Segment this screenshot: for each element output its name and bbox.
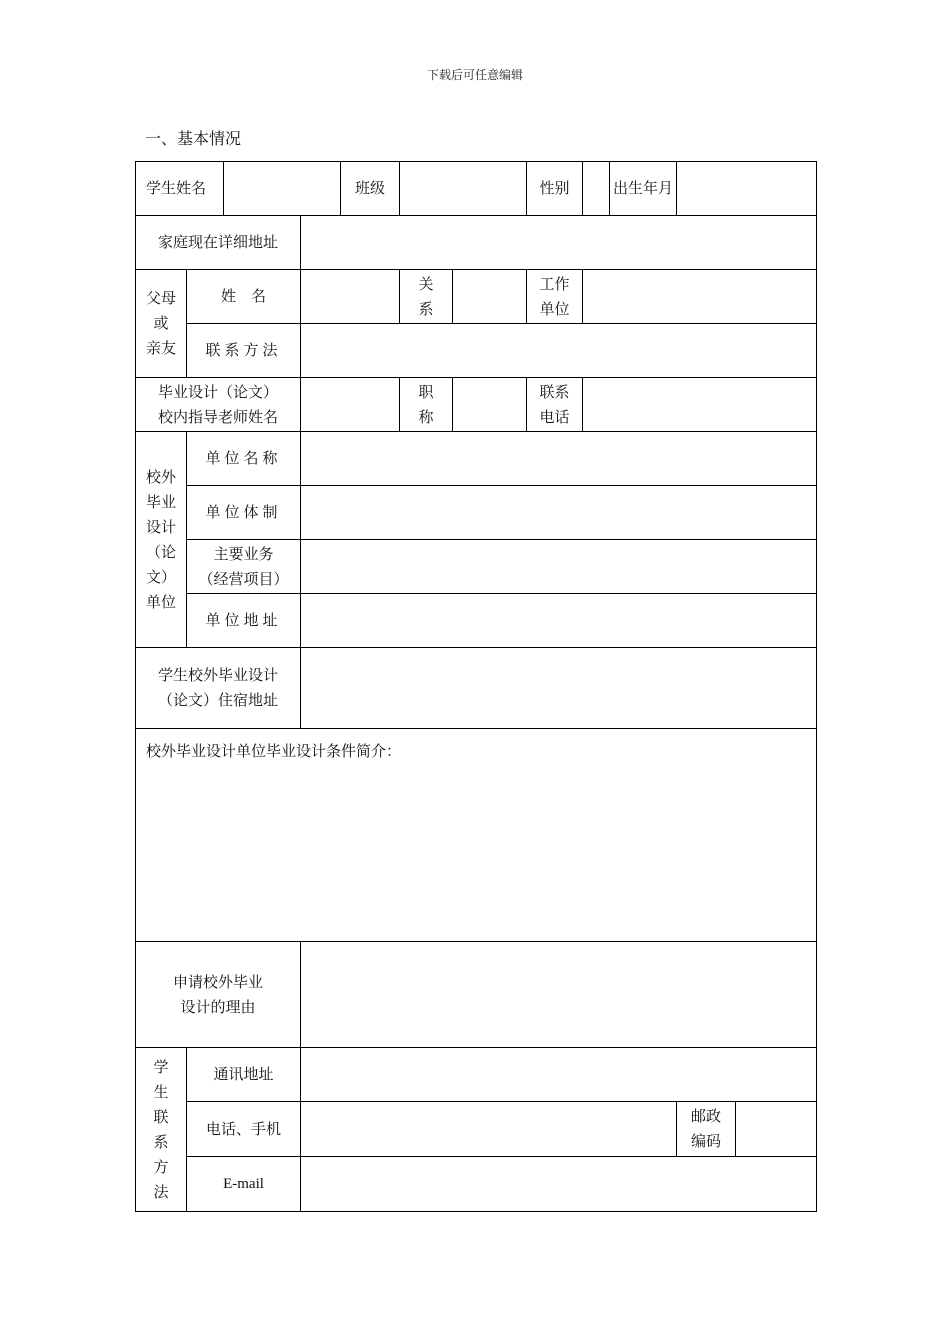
student-name-field[interactable]: [224, 162, 341, 216]
class-label: 班级: [341, 162, 400, 216]
postcode-label: 邮政 编码: [677, 1102, 736, 1157]
main-business-label: 主要业务 （经营项目）: [187, 540, 301, 594]
unit-address-label: 单位地址: [187, 594, 301, 648]
gender-field[interactable]: [583, 162, 610, 216]
relation-label: 关 系: [400, 270, 453, 324]
section-title: 一、基本情况: [145, 129, 242, 148]
unit-name-label: 单位名称: [187, 432, 301, 486]
advisor-name-field[interactable]: [301, 378, 400, 432]
gender-label: 性别: [527, 162, 583, 216]
basic-info-form: [135, 161, 817, 1212]
unit-name-field[interactable]: [301, 432, 817, 486]
advisor-label: 毕业设计（论文） 校内指导老师姓名: [136, 378, 301, 432]
parent-name-field[interactable]: [301, 270, 400, 324]
unit-system-field[interactable]: [301, 486, 817, 540]
parent-contact-label: 联系方法: [187, 324, 301, 378]
email-label: E-mail: [187, 1157, 301, 1212]
main-business-field[interactable]: [301, 540, 817, 594]
class-field[interactable]: [400, 162, 527, 216]
mail-address-label: 通讯地址: [187, 1048, 301, 1102]
advisor-title-label: 职 称: [400, 378, 453, 432]
mail-address-field[interactable]: [301, 1048, 817, 1102]
advisor-title-field[interactable]: [453, 378, 527, 432]
reason-field[interactable]: [301, 942, 817, 1048]
birth-field[interactable]: [677, 162, 817, 216]
email-field[interactable]: [301, 1157, 817, 1212]
advisor-phone-label: 联系 电话: [527, 378, 583, 432]
phone-label: 电话、手机: [187, 1102, 301, 1157]
parent-contact-field[interactable]: [301, 324, 817, 378]
header-note: 下载后可任意编辑: [426, 68, 523, 82]
postcode-field[interactable]: [736, 1102, 817, 1157]
lodging-address-label: 学生校外毕业设计 （论文）住宿地址: [136, 648, 301, 729]
lodging-address-field[interactable]: [301, 648, 817, 729]
conditions-label: 校外毕业设计单位毕业设计条件简介：: [146, 742, 402, 760]
reason-label: 申请校外毕业 设计的理由: [136, 942, 301, 1048]
unit-system-label: 单位体制: [187, 486, 301, 540]
home-address-field[interactable]: [301, 216, 817, 270]
external-unit-group-label: 校外 毕业 设计 （论 文） 单位: [136, 432, 187, 648]
conditions-textarea[interactable]: [136, 729, 817, 942]
home-address-label: 家庭现在详细地址: [136, 216, 301, 270]
relation-field[interactable]: [453, 270, 527, 324]
parent-name-label: 姓 名: [187, 270, 301, 324]
unit-address-field[interactable]: [301, 594, 817, 648]
student-name-label: 学生姓名: [136, 162, 224, 216]
work-unit-label: 工作 单位: [527, 270, 583, 324]
birth-label: 出生年月: [610, 162, 677, 216]
parents-group-label: 父母 或 亲友: [136, 270, 187, 378]
student-contact-group-label: 学 生 联 系 方 法: [136, 1048, 187, 1212]
work-unit-field[interactable]: [583, 270, 817, 324]
advisor-phone-field[interactable]: [583, 378, 817, 432]
phone-field[interactable]: [301, 1102, 677, 1157]
